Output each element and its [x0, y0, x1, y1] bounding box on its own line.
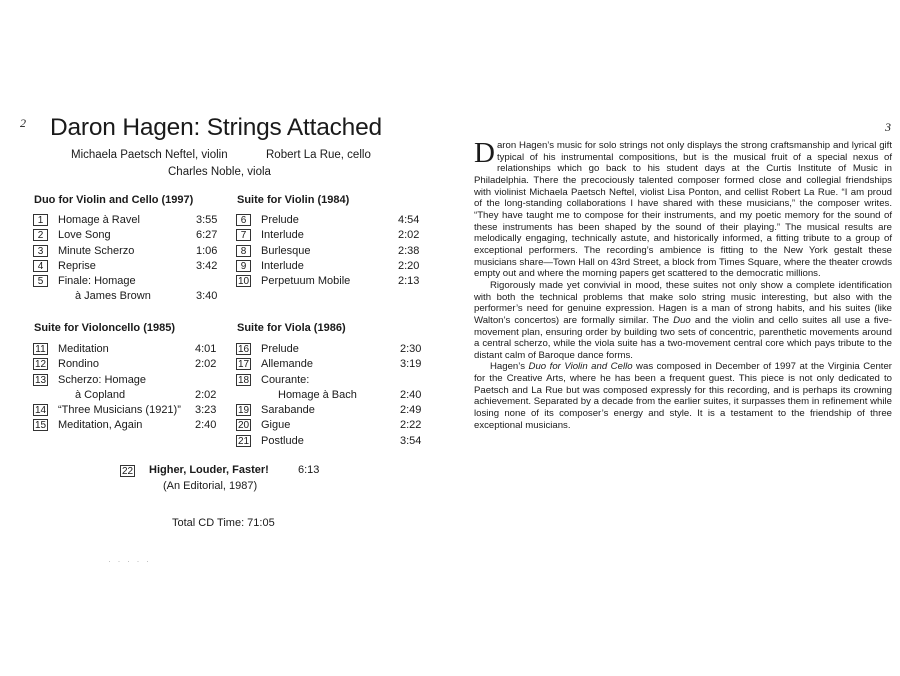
track-title: Interlude — [261, 259, 304, 272]
track-item — [33, 244, 223, 259]
track-item — [236, 274, 426, 289]
track-duration: 3:54 — [400, 434, 422, 447]
track-duration: 3:19 — [400, 358, 422, 371]
right-page-number: 3 — [885, 120, 891, 134]
duo-track-list — [33, 213, 223, 305]
track-item — [236, 418, 426, 433]
viola-heading: Suite for Viola (1986) — [237, 322, 346, 334]
track-number-box: 18 — [237, 374, 250, 386]
track-title: Interlude — [261, 229, 304, 242]
bonus-subtitle: (An Editorial, 1987) — [163, 480, 258, 492]
bonus-time: 6:13 — [298, 464, 320, 476]
left-page-number: 2 — [20, 116, 26, 130]
essay-paragraph-1-text: aron Hagen’s music for solo strings not only displays the strong craftsmanship and lyrical gift typical of his instrumental compositions, but is the musical fruit of a special nexus of relationships which go back to his student days at the Curtis Institute of Music in Philadelphia. There the precociously talented composer formed close and collegial friendships with violinist Michaela Paetsch Neftel, violist Lisa Ponton, and cellist Robert La Rue. “I am proud of the long-standing collaborations I have shared with these musicians,” the composer writes. “They have taught me to compose for their instruments, and my poetic memory for the sound of these instruments has been shaped by the sound of their playing.” The musical results are melodically engaging, technically astute, and historically informed, a fitting tribute to a group of exceptional performers. The recording’s ambience is fitting to the New York gestalt these musicians share—Town Hall on 43rd Street, a block from Times Square, where the theater crowds empty out and where the morning papers get scattered to the democratic millions. — [474, 140, 892, 280]
track-number-box: 7 — [236, 229, 251, 241]
track-number-box: 22 — [121, 466, 134, 477]
viola-track-list — [236, 342, 426, 449]
track-number-box: 13 — [34, 374, 47, 386]
track-number-box: 21 — [237, 435, 250, 447]
track-number-box: 1 — [33, 214, 48, 226]
track-item — [236, 213, 426, 228]
bonus-track — [120, 464, 360, 504]
track-duration: 3:42 — [196, 259, 218, 272]
track-title: Postlude — [261, 434, 304, 447]
track-item — [236, 342, 426, 357]
track-title: Scherzo: Homage — [58, 373, 147, 386]
track-item — [33, 228, 223, 243]
track-number-box: 5 — [33, 275, 48, 287]
track-number-box: 20 — [237, 420, 250, 432]
cello-track-list — [33, 342, 223, 434]
track-number-box: 19 — [237, 405, 250, 417]
track-title: Sarabande — [261, 404, 315, 417]
track-item — [33, 259, 223, 274]
track-title: Perpetuum Mobile — [261, 275, 351, 288]
essay-p3-italic: Duo for Violin and Cello — [528, 361, 633, 373]
track-item — [33, 403, 223, 418]
track-duration: 3:23 — [195, 404, 217, 417]
track-duration: 3:40 — [196, 290, 218, 303]
track-title: Meditation — [58, 343, 109, 355]
track-item — [33, 357, 223, 372]
track-title-line2: à James Brown — [75, 290, 151, 303]
track-title: Reprise — [58, 259, 96, 272]
essay-paragraph-1 — [474, 137, 892, 280]
track-title: Courante: — [261, 373, 310, 386]
essay-paragraph-2 — [474, 280, 892, 362]
track-duration: 2:49 — [400, 404, 422, 417]
violin-track-list — [236, 213, 426, 289]
track-number-box: 11 — [33, 343, 48, 355]
track-number-box: 9 — [236, 260, 251, 272]
track-title-line2: Homage à Bach — [278, 388, 357, 401]
track-title: Homage à Ravel — [58, 214, 140, 226]
album-title: Daron Hagen: Strings Attached — [50, 114, 382, 141]
track-item — [236, 244, 426, 259]
track-duration: 2:02 — [398, 229, 420, 242]
liner-notes-essay — [474, 137, 892, 431]
essay-p3-text-a: Hagen’s — [490, 361, 529, 373]
duo-heading: Duo for Violin and Cello (1997) — [34, 194, 194, 206]
track-item — [33, 418, 223, 433]
track-item — [33, 373, 223, 404]
track-number-box: 17 — [237, 359, 250, 371]
track-item — [236, 357, 426, 372]
track-number-box: 16 — [237, 344, 250, 355]
track-number-box: 8 — [236, 245, 251, 257]
track-title: Meditation, Again — [58, 419, 143, 432]
track-item — [33, 213, 223, 228]
essay-p2-italic: Duo — [673, 314, 691, 326]
track-title: “Three Musicians (1921)” — [58, 404, 181, 417]
track-duration: 2:40 — [400, 388, 422, 401]
track-number-box: 4 — [33, 260, 48, 272]
essay-p2-text-b: and the violin and cello suites all use a five-movement plan, ensuring order by building two sets of concentric, parenthetic movements around a central scherzo, while the viola suite has a two-movement central core which pays tribute to the distant calm of Baroque dance forms. — [474, 314, 892, 361]
track-title-line2: à Copland — [75, 388, 126, 401]
track-number-box: 3 — [33, 245, 48, 257]
essay-p2-text-a: Rigorously made yet convivial in mood, these suites not only show a complete identification with both the technical problems that make solo string music interesting, but also with the performer’s need for genuine expression. Hagen is a man of strong habits, and his suites (like Walton’s concertos) are formally similar. The — [474, 279, 892, 326]
track-duration: 3:55 — [196, 214, 218, 226]
track-duration: 2:02 — [195, 388, 217, 401]
track-duration: 2:22 — [400, 419, 422, 432]
track-title: Rondino — [58, 358, 99, 371]
track-number-box: 14 — [34, 405, 47, 417]
track-duration: 2:20 — [398, 259, 420, 272]
track-duration: 2:30 — [400, 343, 422, 355]
track-item — [236, 259, 426, 274]
essay-paragraph-3 — [474, 361, 892, 431]
track-title: Prelude — [261, 214, 299, 226]
track-item — [33, 342, 223, 357]
right-page — [450, 0, 900, 676]
track-duration: 6:27 — [196, 229, 218, 242]
total-cd-time: Total CD Time: 71:05 — [172, 517, 275, 529]
track-number-box: 10 — [237, 276, 250, 288]
cello-heading: Suite for Violoncello (1985) — [34, 322, 175, 334]
performers-line1b: Robert La Rue, cello — [266, 149, 371, 161]
track-duration: 2:02 — [195, 358, 217, 371]
track-duration: 2:40 — [195, 419, 217, 432]
performers-line1a: Michaela Paetsch Neftel, violin — [71, 149, 228, 161]
track-title: Burlesque — [261, 244, 311, 257]
track-item — [236, 373, 426, 404]
track-number-box: 15 — [34, 420, 47, 432]
track-item — [33, 274, 223, 305]
decorative-dots: · · · · · — [108, 556, 151, 566]
track-duration: 1:06 — [196, 244, 218, 257]
track-duration: 2:13 — [398, 275, 420, 288]
performers-line2: Charles Noble, viola — [168, 166, 271, 178]
bonus-title: Higher, Louder, Faster! — [149, 464, 269, 476]
track-item — [236, 403, 426, 418]
track-item — [236, 228, 426, 243]
violin-heading: Suite for Violin (1984) — [237, 194, 350, 206]
track-number-box: 2 — [33, 229, 48, 241]
track-duration: 4:01 — [195, 343, 217, 355]
track-item — [236, 434, 426, 449]
track-title: Prelude — [261, 343, 299, 355]
track-title: Allemande — [261, 358, 313, 371]
track-title: Gigue — [261, 419, 291, 432]
drop-cap: D — [474, 137, 495, 169]
track-number-box: 12 — [34, 359, 47, 371]
track-title: Love Song — [58, 229, 111, 242]
essay-p3-text-b: was composed in December of 1997 at the Virginia Center for the Creative Arts, where he has been a frequent guest. This piece is not only dedicated to Paetsch and La Rue but was composed expressly for this recording, and is perhaps its crowning achievement. Separated by a decade from the earlier suites, it surpasses them in refinement while losing none of its composer’s energy and style. It is a testament to the friendship of three exceptional musicians. — [474, 361, 892, 431]
track-duration: 4:54 — [398, 214, 420, 226]
track-title: Finale: Homage — [58, 275, 136, 288]
track-title: Minute Scherzo — [58, 244, 135, 257]
track-number-box: 6 — [236, 214, 251, 226]
track-duration: 2:38 — [398, 244, 420, 257]
